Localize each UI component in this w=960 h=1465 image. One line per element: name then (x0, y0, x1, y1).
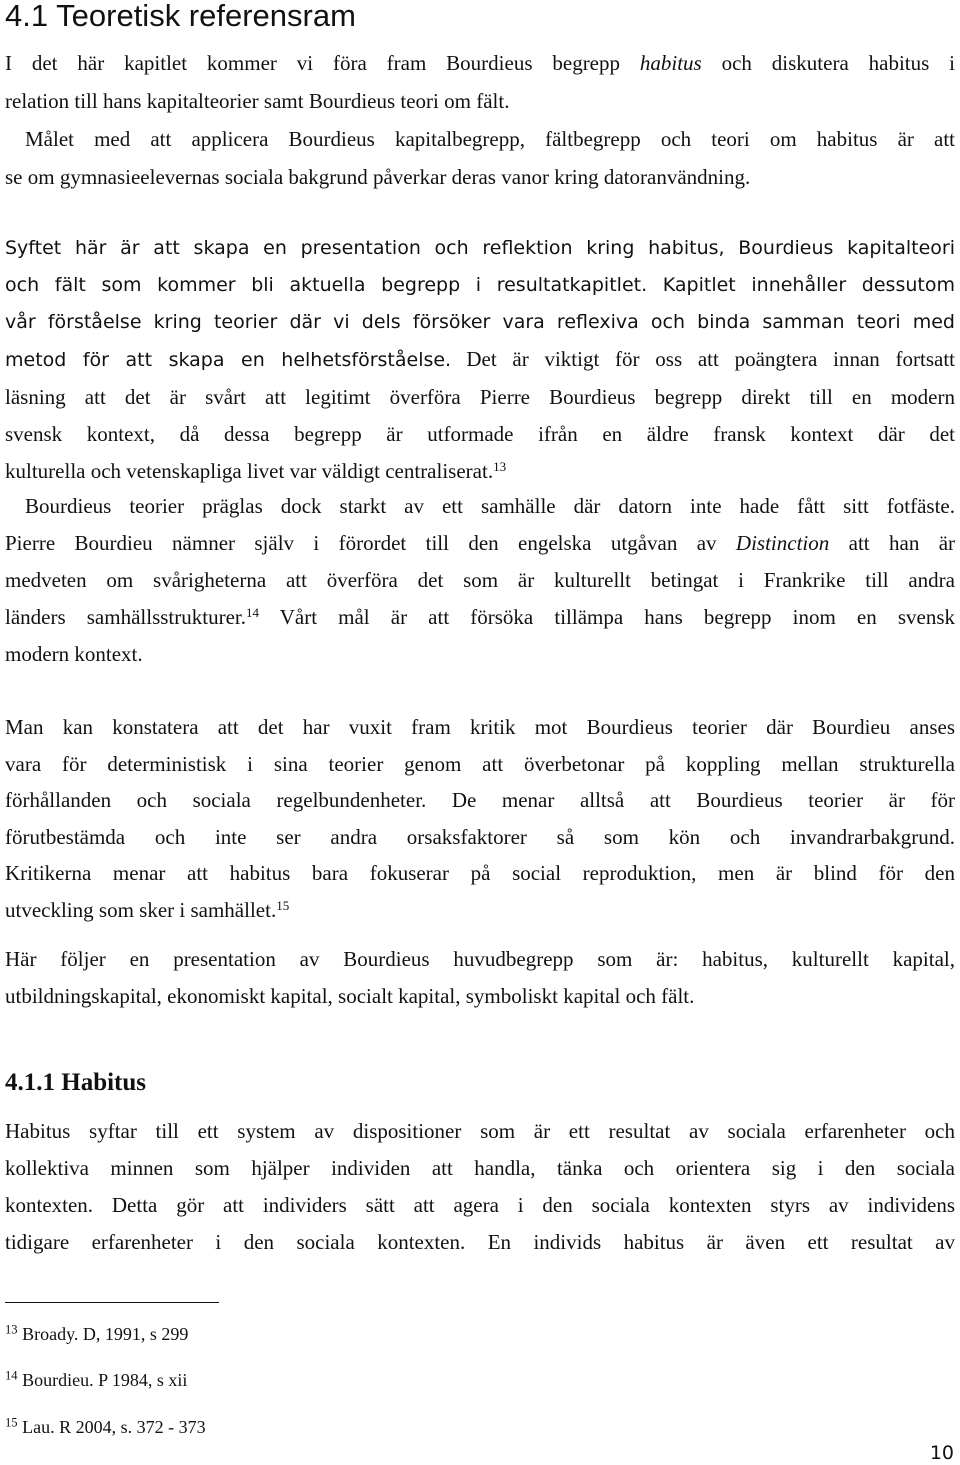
footnote (5, 1323, 188, 1345)
text-line: Man kan konstatera att det har vuxit fram kritik mot Bourdieus teorier där Bourdieu anses (5, 715, 955, 739)
text-line: Målet med att applicera Bourdieus kapitalbegrepp, fältbegrepp och teori om habitus är att (25, 127, 955, 151)
text-line: kulturella och vetenskapliga livet var väldigt centraliserat.$^{13}$ (5, 458, 507, 483)
footnote-number: 14 (5, 1368, 18, 1383)
text-line: kontexten. Detta gör att individers sätt att agera i den sociala kontexten styrs av individens (5, 1193, 955, 1217)
text-line: länders samhällsstrukturer.$^{14}$ Vårt mål är att försöka tillämpa hans begrepp inom en svensk (5, 604, 955, 629)
page-number: 10 (929, 1442, 954, 1464)
text-line: se om gymnasieelevernas sociala bakgrund påverkar deras vanor kring datoranvändning. (5, 165, 751, 189)
footnote-ref: 14 (245, 604, 259, 620)
text-line: modern kontext. (5, 642, 143, 666)
text-line: medveten om svårigheterna att överföra det som är kulturellt betingat i Frankrike till andra (5, 568, 955, 592)
text-line: läsning att det är svårt att legitimt överföra Pierre Bourdieus begrepp direkt till en modern (5, 385, 955, 409)
text-line: förhållanden och sociala regelbundenheter. De menar alltså att Bourdieus teorier är för (5, 788, 955, 813)
footnote-number: 13 (5, 1322, 18, 1337)
text-line: Syftet här är att skapa en presentation och reflektion kring habitus, Bourdieus kapitalteori (5, 237, 955, 259)
paragraph-critique (5, 709, 955, 929)
footnote-text: Broady. D, 1991, s 299 (22, 1324, 189, 1344)
text-line: relation till hans kapitalteorier samt Bourdieus teori om fält. (5, 89, 510, 113)
text-line: I det här kapitlet kommer vi föra fram Bourdieus begrepp habitus och diskutera habitus i (5, 51, 956, 75)
text-line: kollektiva minnen som hjälper individen att handla, tänka och orientera sig i den sociala (5, 1156, 955, 1180)
italic-term: habitus (639, 51, 702, 75)
text-line: utbildningskapital, ekonomiskt kapital, socialt kapital, symboliskt kapital och fält. (5, 984, 695, 1008)
paragraph-habitus (5, 1113, 955, 1261)
text-line: Här följer en presentation av Bourdieus huvudbegrepp som är: habitus, kulturellt kapital, (5, 947, 955, 971)
footnote (5, 1369, 187, 1391)
text-line: vara för deterministisk i sina teorier genom att överbetonar på koppling mellan strukturella (5, 751, 955, 776)
text-line: svensk kontext, då dessa begrepp är utformade ifrån en äldre fransk kontext där det (5, 422, 955, 446)
text-line: Kritikerna menar att habitus bara fokuserar på social reproduktion, men är blind för den (5, 861, 955, 886)
text-line: och fält som kommer bli aktuella begrepp i resultatkapitlet. Kapitlet innehåller dessutom (5, 274, 955, 296)
footnote (5, 1416, 206, 1438)
footnote-text: Bourdieu. P 1984, s xii (22, 1370, 188, 1390)
text-line: tidigare erfarenheter i den sociala kontexten. En individs habitus är även ett resultat av (5, 1230, 955, 1254)
paragraph-purpose (5, 230, 955, 490)
section-heading: 4.1 Teoretisk referensram (5, 0, 356, 33)
text-line: Pierre Bourdieu nämner själv i förordet till den engelska utgåvan av Distinction att han är (5, 531, 956, 555)
footnote-ref: 15 (276, 897, 290, 913)
text-line: vår förståelse kring teorier där vi dels försöker vara reflexiva och binda samman teori med (5, 311, 955, 333)
text-line: Bourdieus teorier präglas dock starkt av ett samhälle där datorn inte hade fått sitt fotfäste. (25, 494, 955, 518)
subsection-heading: 4.1.1 Habitus (5, 1069, 147, 1096)
text-line: metod för att skapa en helhetsförståelse. Det är viktigt för oss att poängtera innan fortsatt (5, 347, 956, 371)
paragraph-intro (5, 44, 955, 196)
text-line: utveckling som sker i samhället.$^{15}$ (5, 897, 290, 922)
text-line: Habitus syftar till ett system av dispositioner som är ett resultat av sociala erfarenheter och (5, 1119, 955, 1143)
footnote-ref: 13 (493, 458, 507, 474)
italic-title: Distinction (735, 531, 830, 555)
footnote-number: 15 (5, 1415, 18, 1430)
footnote-text: Lau. R 2004, s. 372 - 373 (22, 1417, 206, 1437)
text-line: förutbestämda och inte ser andra orsaksfaktorer så som kön och invandrarbakgrund. (5, 824, 955, 849)
footnote-divider (5, 1302, 219, 1303)
paragraph-context (5, 488, 955, 673)
paragraph-concepts (5, 941, 955, 1015)
